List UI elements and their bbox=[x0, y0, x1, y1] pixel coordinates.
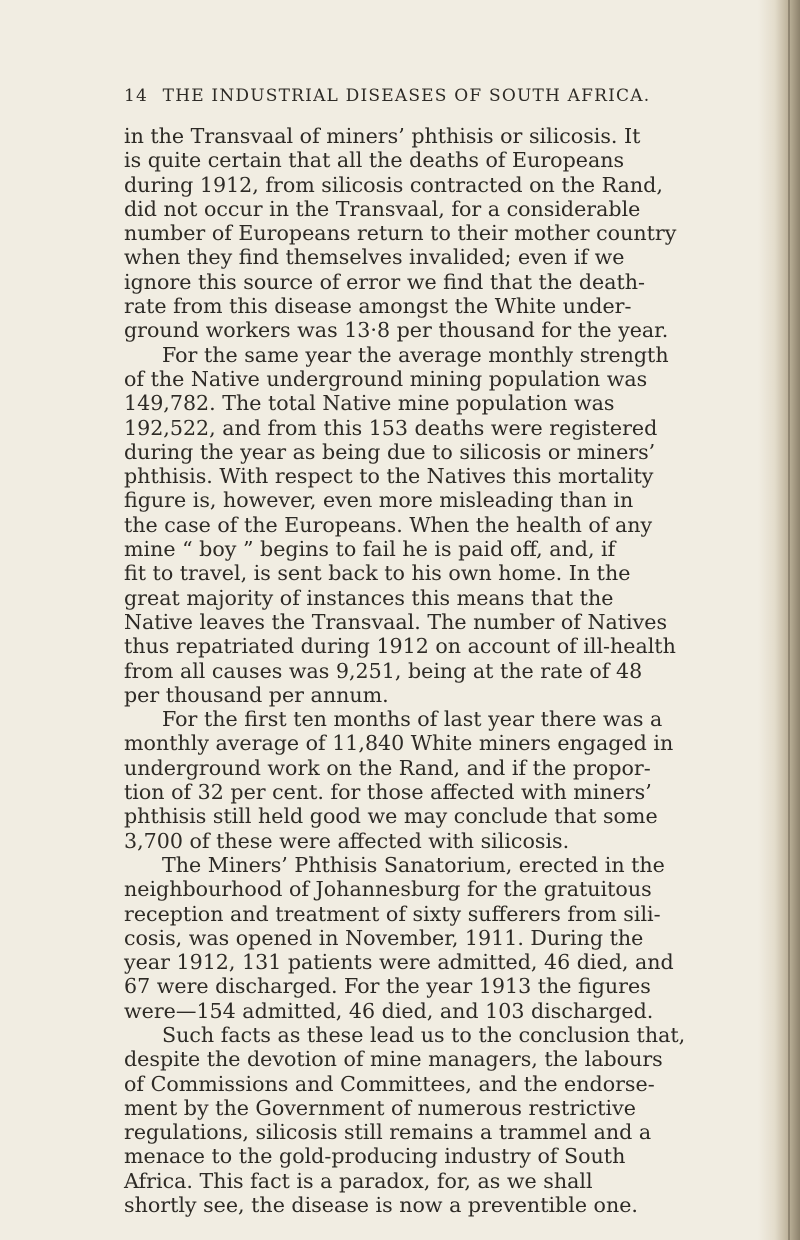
text-line: underground work on the Rand, and if the propor- bbox=[124, 755, 651, 780]
text-line: For the same year the average monthly strength bbox=[162, 342, 669, 367]
text-line: thus repatriated during 1912 on account of ill-health bbox=[124, 634, 676, 659]
text-line: rate from this disease amongst the White under- bbox=[124, 294, 632, 319]
text-line: neighbourhood of Johannesburg for the gratuitous bbox=[124, 877, 652, 902]
running-title: THE INDUSTRIAL DISEASES OF SOUTH AFRICA. bbox=[162, 86, 651, 106]
text-line: did not occur in the Transvaal, for a considerable bbox=[124, 196, 641, 221]
text-line: during the year as being due to silicosis or miners’ bbox=[124, 439, 656, 464]
text-line: Native leaves the Transvaal. The number of Natives bbox=[124, 609, 668, 634]
text-line: number of Europeans return to their mother country bbox=[124, 221, 677, 246]
text-line: 149,782. The total Native mine population was bbox=[124, 391, 615, 416]
text-line: during 1912, from silicosis contracted on the Rand, bbox=[124, 172, 663, 197]
text-line: Africa. This fact is a paradox, for, as we shall bbox=[124, 1168, 593, 1193]
text-line: of Commissions and Committees, and the endorse- bbox=[124, 1071, 655, 1096]
text-line: For the first ten months of last year there was a bbox=[162, 707, 663, 732]
text-line: 67 were discharged. For the year 1913 the figures bbox=[124, 974, 651, 999]
text-line: cosis, was opened in November, 1911. During the bbox=[124, 925, 644, 950]
body-text bbox=[124, 124, 764, 1217]
text-line: when they find themselves invalided; even if we bbox=[124, 245, 625, 270]
text-line: The Miners’ Phthisis Sanatorium, erected in the bbox=[162, 852, 665, 877]
text-line: ignore this source of error we find that the death- bbox=[124, 269, 645, 294]
text-line: per thousand per annum. bbox=[124, 682, 389, 707]
text-line: year 1912, 131 patients were admitted, 46 died, and bbox=[124, 950, 674, 975]
text-line: menace to the gold-producing industry of South bbox=[124, 1144, 626, 1169]
text-line: mine “ boy ” begins to fail he is paid off, and, if bbox=[124, 537, 616, 562]
text-line: great majority of instances this means that the bbox=[124, 585, 614, 610]
text-line: fit to travel, is sent back to his own home. In the bbox=[124, 561, 631, 586]
text-line: despite the devotion of mine managers, the labours bbox=[124, 1047, 663, 1072]
text-line: in the Transvaal of miners’ phthisis or silicosis. It bbox=[124, 124, 641, 148]
text-line: monthly average of 11,840 White miners engaged in bbox=[124, 731, 674, 756]
text-line: 3,700 of these were affected with silicosis. bbox=[124, 828, 570, 853]
text-line: ground workers was 13·8 per thousand for the year. bbox=[124, 318, 669, 343]
text-line: 192,522, and from this 153 deaths were registered bbox=[124, 415, 658, 440]
text-line: the case of the Europeans. When the health of any bbox=[124, 512, 653, 537]
text-line: were—154 admitted, 46 died, and 103 discharged. bbox=[124, 998, 654, 1023]
text-line: from all causes was 9,251, being at the rate of 48 bbox=[124, 658, 643, 683]
text-line: is quite certain that all the deaths of Europeans bbox=[124, 148, 625, 173]
text-line: ment by the Government of numerous restrictive bbox=[124, 1095, 636, 1120]
text-line: phthisis. With respect to the Natives this mortality bbox=[124, 464, 654, 489]
page-edge-line bbox=[788, 0, 790, 1240]
text-line: figure is, however, even more misleading than in bbox=[124, 488, 634, 513]
text-line: regulations, silicosis still remains a trammel and a bbox=[124, 1120, 652, 1145]
page-edge-shadow bbox=[758, 0, 800, 1240]
text-line: Such facts as these lead us to the conclusion that, bbox=[162, 1022, 686, 1047]
text-line: reception and treatment of sixty sufferers from sili- bbox=[124, 901, 661, 926]
text-line: shortly see, the disease is now a preventible one. bbox=[124, 1193, 638, 1218]
running-header bbox=[124, 86, 724, 106]
text-line: phthisis still held good we may conclude that some bbox=[124, 804, 658, 829]
text-line: of the Native underground mining population was bbox=[124, 366, 648, 391]
text-line: tion of 32 per cent. for those affected with miners’ bbox=[124, 780, 652, 805]
page-number: 14 bbox=[124, 86, 149, 106]
